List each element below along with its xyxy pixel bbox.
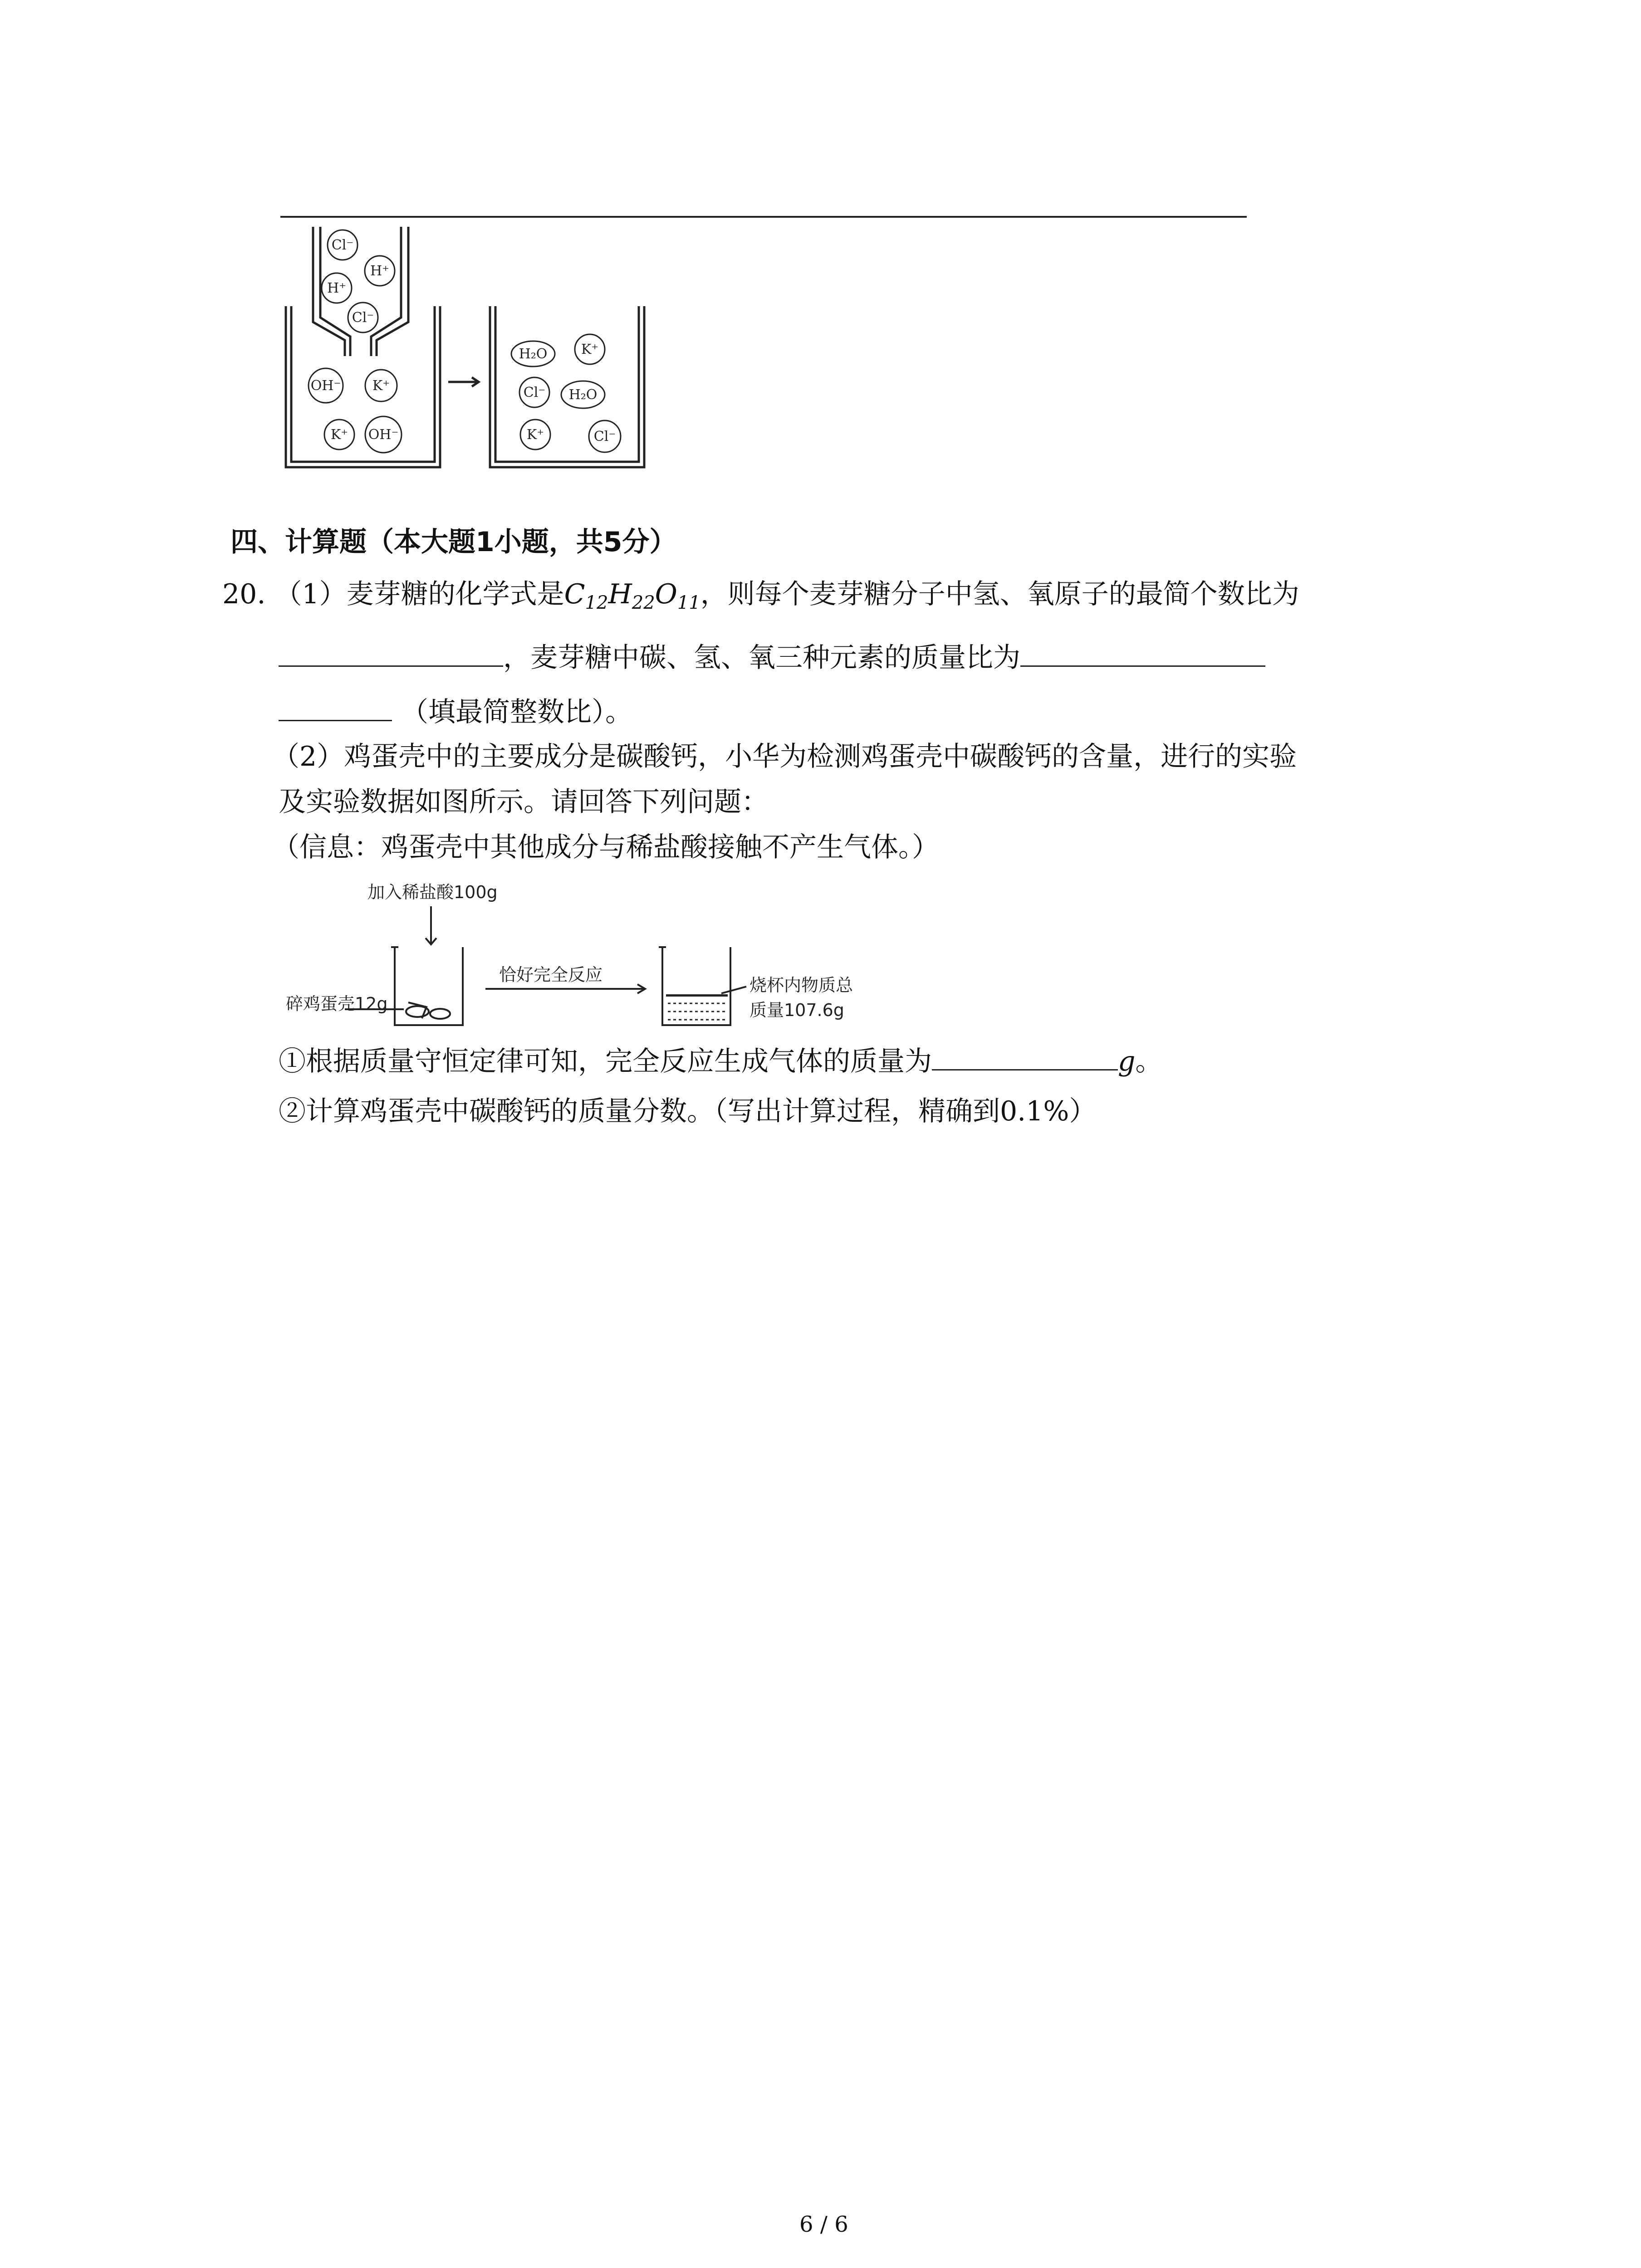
answer-blank-gas-mass[interactable]	[932, 1069, 1118, 1070]
ion-tube-1: Cl⁻	[331, 237, 354, 253]
ion-left-3: K⁺	[330, 427, 348, 443]
ion-right-1: H₂O	[519, 346, 548, 362]
question-number: 20.	[222, 578, 266, 610]
ion-left-2: K⁺	[372, 378, 390, 394]
q20-line3	[279, 696, 632, 728]
q20-sub2: ②计算鸡蛋壳中碳酸钙的质量分数。（写出计算过程，精确到0.1%）	[279, 1095, 1097, 1127]
q20-sub1	[279, 1048, 1162, 1075]
ion-left-1: OH⁻	[310, 378, 341, 394]
q20-p2-line1: （2）鸡蛋壳中的主要成分是碳酸钙，小华为检测鸡蛋壳中碳酸钙的含量，进行的实验	[272, 741, 1297, 772]
q20-line1	[222, 578, 1299, 613]
ion-right-3: Cl⁻	[523, 385, 546, 401]
answer-blank-mass-ratio-b[interactable]	[279, 720, 392, 721]
ion-tube-3: H⁺	[370, 263, 389, 279]
ion-left-4: OH⁻	[368, 427, 399, 443]
add-acid-label: 加入稀盐酸100g	[367, 882, 498, 902]
eggshell-label: 碎鸡蛋壳12g	[286, 994, 388, 1014]
q20-p1-suffix: ，则每个麦芽糖分子中氢、氧原子的最简个数比为	[700, 578, 1299, 610]
q20-p2-info: （信息：鸡蛋壳中其他成分与稀盐酸接触不产生气体。）	[272, 831, 939, 863]
ion-right-6: Cl⁻	[593, 429, 616, 445]
ion-reaction-figure	[272, 218, 662, 472]
section-heading: 四、计算题（本大题1小题，共5分）	[230, 526, 677, 558]
total-mass-label-2: 质量107.6g	[749, 1000, 844, 1020]
ion-right-2: K⁺	[581, 342, 599, 357]
chemical-formula: $C_{12}H_{22}O_{11}$	[564, 578, 700, 613]
experiment-figure	[272, 875, 953, 1039]
q20-p1-line3: （填最简整数比）。	[401, 696, 632, 728]
ion-tube-4: Cl⁻	[352, 310, 374, 326]
ion-tube-2: H⁺	[327, 280, 346, 296]
q20-p1-prefix: （1）麦芽糖的化学式是	[274, 578, 564, 610]
q20-sub1-end: 。	[1135, 1046, 1163, 1077]
total-mass-label-1: 烧杯内物质总	[749, 975, 853, 995]
q20-p1-line2: ，麦芽糖中碳、氢、氧三种元素的质量比为	[503, 642, 1020, 674]
q20-p2-line2: 及实验数据如图所示。请回答下列问题：	[279, 786, 769, 818]
unit-g: g	[1118, 1046, 1136, 1077]
ion-right-5: K⁺	[526, 427, 544, 443]
page-number: 6 / 6	[799, 2212, 848, 2237]
answer-blank-h-o-ratio[interactable]	[279, 665, 503, 667]
q20-line2	[279, 642, 1265, 674]
q20-sub1-text: ①根据质量守恒定律可知，完全反应生成气体的质量为	[279, 1046, 932, 1077]
ion-right-4: H₂O	[568, 387, 598, 403]
answer-blank-mass-ratio-a[interactable]	[1020, 665, 1265, 667]
reaction-label: 恰好完全反应	[499, 965, 603, 985]
